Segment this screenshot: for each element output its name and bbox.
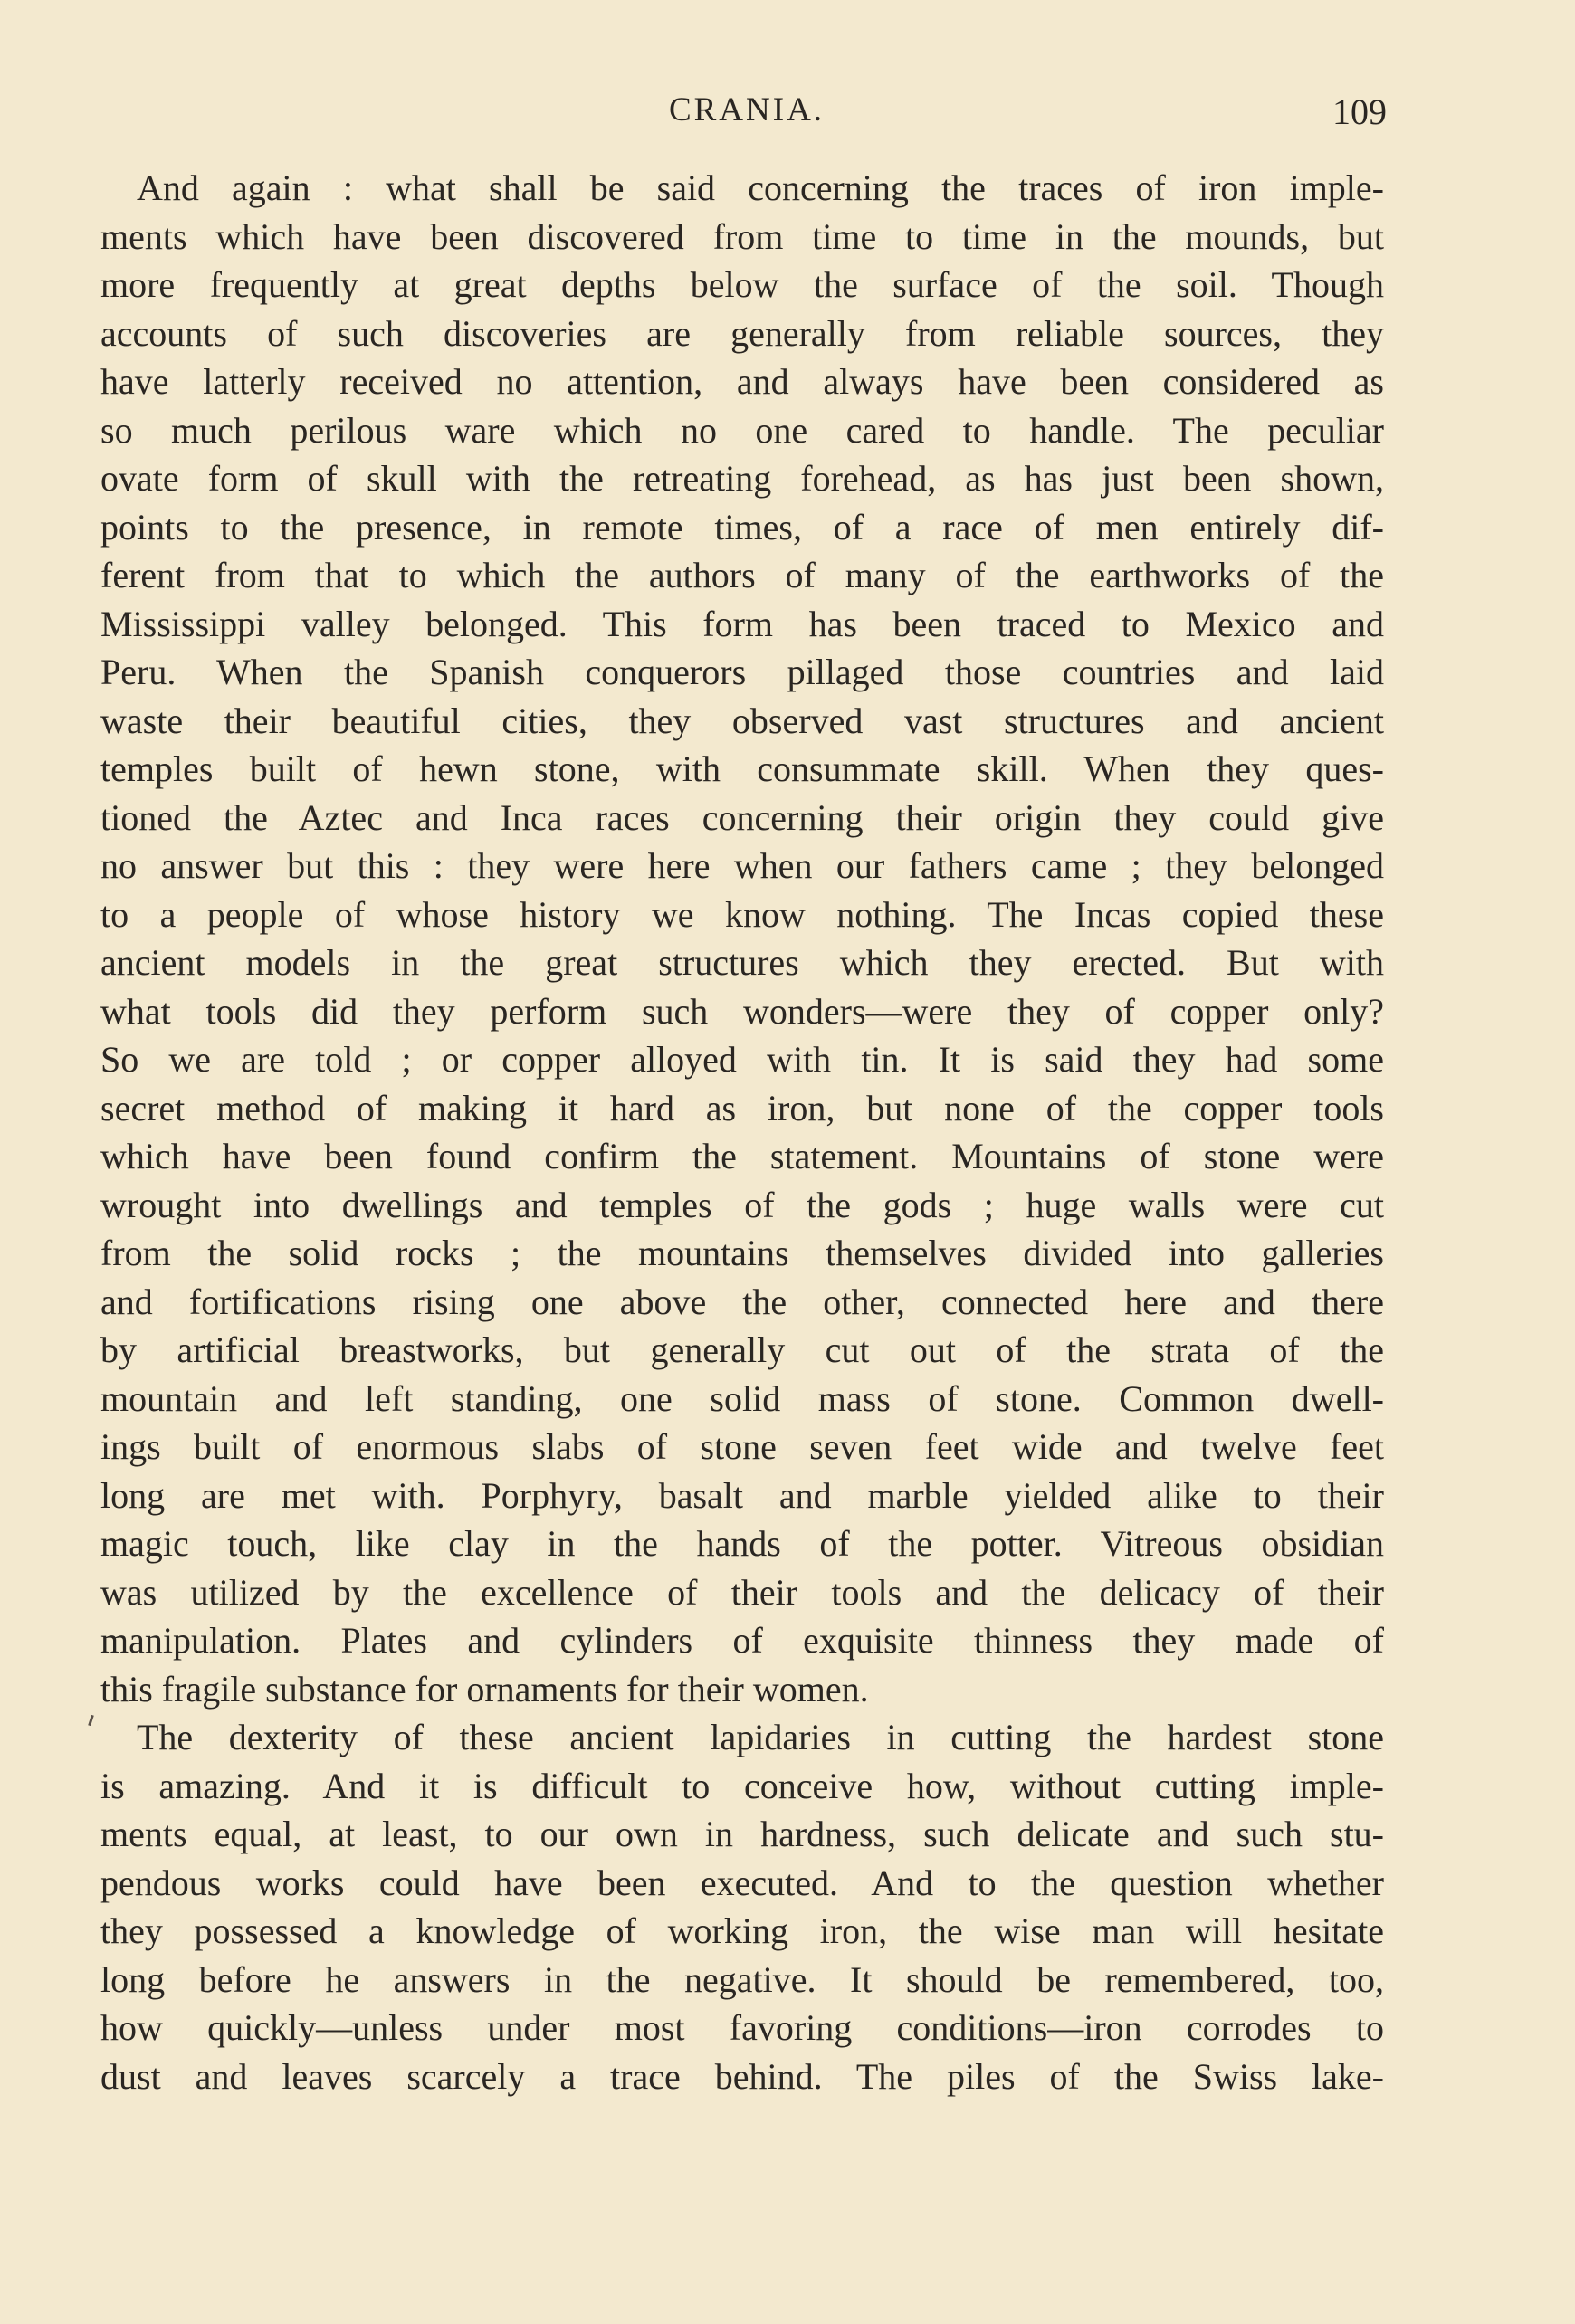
text-line: they possessed a knowledge of working iron, the wise man will hesitate bbox=[100, 1910, 1384, 1951]
text-line: manipulation. Plates and cylinders of exquisite thinness they made of bbox=[100, 1620, 1384, 1661]
text-line: and fortifications rising one above the other, connected here and there bbox=[100, 1281, 1384, 1322]
text-line: more frequently at great depths below the surface of the soil. Though bbox=[100, 264, 1384, 305]
text-line: And again : what shall be said concerning the traces of iron imple- bbox=[137, 167, 1384, 208]
page-header bbox=[107, 90, 1387, 145]
text-line: ovate form of skull with the retreating forehead, as has just been shown, bbox=[100, 458, 1384, 499]
text-line: what tools did they perform such wonders—were they of copper only? bbox=[100, 990, 1384, 1032]
text-line: so much perilous ware which no one cared to handle. The peculiar bbox=[100, 409, 1384, 451]
text-line: waste their beautiful cities, they observed vast structures and ancient bbox=[100, 700, 1384, 741]
text-line: ferent from that to which the authors of many of the earthworks of the bbox=[100, 555, 1384, 595]
text-line: Mississippi valley belonged. This form has been traced to Mexico and bbox=[100, 603, 1384, 644]
text-line: points to the presence, in remote times, of a race of men entirely dif- bbox=[100, 506, 1384, 548]
text-line: ings built of enormous slabs of stone seven feet wide and twelve feet bbox=[100, 1426, 1384, 1467]
margin-mark bbox=[88, 1715, 94, 1726]
text-line: which have been found confirm the statement. Mountains of stone were bbox=[100, 1136, 1384, 1176]
text-line: by artificial breastworks, but generally cut out of the strata of the bbox=[100, 1329, 1384, 1370]
text-line: magic touch, like clay in the hands of the potter. Vitreous obsidian bbox=[100, 1523, 1384, 1564]
text-line: to a people of whose history we know nothing. The Incas copied these bbox=[100, 893, 1384, 935]
text-line: Peru. When the Spanish conquerors pillaged those countries and laid bbox=[100, 652, 1384, 692]
text-line: temples built of hewn stone, with consummate skill. When they ques- bbox=[100, 748, 1384, 789]
text-line: have latterly received no attention, and always have been considered as bbox=[100, 361, 1384, 402]
text-line: The dexterity of these ancient lapidaries in cutting the hardest stone bbox=[137, 1717, 1384, 1757]
text-line: ments which have been discovered from time to time in the mounds, but bbox=[100, 215, 1384, 257]
text-line: from the solid rocks ; the mountains themselves divided into galleries bbox=[100, 1233, 1384, 1273]
text-line: secret method of making it hard as iron, but none of the copper tools bbox=[100, 1087, 1384, 1129]
paragraph bbox=[100, 1713, 1384, 2100]
text-line: tioned the Aztec and Inca races concerning their origin they could give bbox=[100, 796, 1384, 838]
paragraph bbox=[100, 164, 1384, 1713]
body-text bbox=[100, 164, 1384, 2100]
text-line: this fragile substance for ornaments for their women. bbox=[100, 1668, 869, 1710]
text-line: wrought into dwellings and temples of the gods ; huge walls were cut bbox=[100, 1184, 1384, 1225]
running-head: CRANIA. bbox=[668, 91, 826, 129]
text-line: how quickly—unless under most favoring conditions—iron corrodes to bbox=[100, 2007, 1384, 2048]
page-number: 109 bbox=[1332, 91, 1387, 132]
text-line: ments equal, at least, to our own in hardness, such delicate and such stu- bbox=[100, 1814, 1384, 1854]
text-line: ancient models in the great structures which they erected. But with bbox=[100, 942, 1384, 983]
text-line: accounts of such discoveries are generally from reliable sources, they bbox=[100, 312, 1384, 354]
text-line: dust and leaves scarcely a trace behind. The piles of the Swiss lake- bbox=[100, 2055, 1384, 2097]
text-line: is amazing. And it is difficult to conceive how, without cutting imple- bbox=[100, 1765, 1384, 1806]
text-line: was utilized by the excellence of their tools and the delicacy of their bbox=[100, 1571, 1384, 1613]
text-line: long are met with. Porphyry, basalt and marble yielded alike to their bbox=[100, 1474, 1384, 1516]
text-line: no answer but this : they were here when our fathers came ; they belonged bbox=[100, 845, 1384, 886]
text-line: pendous works could have been executed. And to the question whether bbox=[100, 1862, 1384, 1903]
text-line: So we are told ; or copper alloyed with tin. It is said they had some bbox=[100, 1039, 1384, 1080]
text-line: long before he answers in the negative. It should be remembered, too, bbox=[100, 1958, 1384, 2000]
text-line: mountain and left standing, one solid mass of stone. Common dwell- bbox=[100, 1377, 1384, 1419]
